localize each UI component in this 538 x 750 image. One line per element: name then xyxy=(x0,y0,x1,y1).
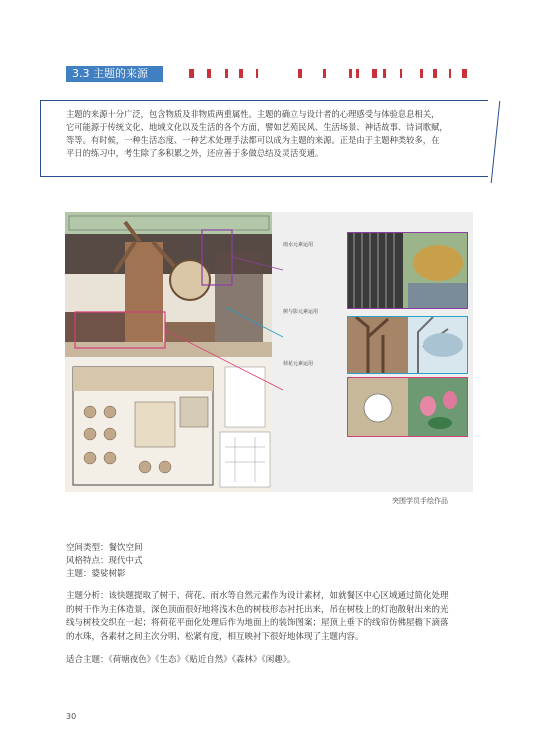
header-red-mark xyxy=(323,69,326,78)
sketch-figure xyxy=(65,212,473,492)
figure-credit: 突围学员手绘作品 xyxy=(392,497,448,505)
header-red-mark xyxy=(372,69,377,78)
header-red-mark xyxy=(420,69,423,78)
suitable-themes-line: 适合主题：《荷塘夜色》《生态》《贴近自然》《森林》《闲趣》。 xyxy=(66,655,296,665)
intro-callout-text xyxy=(66,108,478,160)
callout-line: 等等。有时候，一种生活态度、一种艺术处理手法都可以成为主题的来源。正是由于主题种类较多，在 xyxy=(66,135,440,145)
header-red-mark xyxy=(207,69,211,78)
header-red-mark xyxy=(462,69,467,78)
header-red-mark xyxy=(383,69,386,78)
header-red-mark xyxy=(256,69,258,78)
lotus-element-label: 荷花元素运用 xyxy=(283,361,314,367)
tree-shadow-inset-photo xyxy=(347,316,468,374)
header-red-mark xyxy=(189,69,194,78)
header-red-mark xyxy=(225,69,228,78)
theme-line: 主题：婆娑树影 xyxy=(66,569,126,579)
lotus-inset-photo xyxy=(347,377,468,437)
tree-shadow-element-label: 树与影元素运用 xyxy=(283,309,319,315)
header-red-mark xyxy=(433,69,437,78)
rain-inset-art xyxy=(348,233,467,308)
page-number: 30 xyxy=(66,712,77,721)
callout-line: 平日的练习中，考生除了多积累之外，还应善于多做总结及灵活变通。 xyxy=(66,148,324,158)
style-line: 风格特点：现代中式 xyxy=(66,556,143,566)
header-red-mark xyxy=(356,69,359,78)
analysis-line: 线与树枝交织在一起；将荷花平面化处理后作为地面上的装饰图案；屋顶上垂下的线帘仿佛屋檐下滴落 xyxy=(66,618,449,628)
analysis-paragraph xyxy=(66,590,486,644)
rain-inset-photo xyxy=(347,232,468,309)
header-red-mark xyxy=(349,69,352,78)
header-red-mark xyxy=(400,69,402,78)
header-red-mark xyxy=(449,69,451,78)
analysis-line: 的树干作为主体造景，深色顶面很好地将浅木色的树枝形态衬托出来，吊在树枝上的灯泡散射出来的光 xyxy=(66,604,449,615)
analysis-line: 的水珠，各素材之间主次分明、松紧有度，相互映衬下很好地体现了主题内容。 xyxy=(66,631,364,642)
callout-line: 它可能源于传统文化、地域文化以及生活的各个方面，譬如艺苑民风、生活场景、神话故事、诗词歌赋， xyxy=(66,122,448,132)
analysis-line: 主题分析：该快题提取了树干、荷花、雨水等自然元素作为设计素材，如就餐区中心区域通过简化处理 xyxy=(66,591,449,601)
callout-line: 主题的来源十分广泛，包含物质及非物质两重属性。主题的确立与设计者的心理感受与体验息息相关， xyxy=(66,109,440,119)
lotus-inset-art xyxy=(348,378,467,436)
header-red-mark xyxy=(298,69,302,78)
space-type-line: 空间类型：餐饮空间 xyxy=(66,543,143,553)
rain-element-label: 雨水元素运用 xyxy=(283,242,314,248)
section-title: 3.3 主题的来源 xyxy=(72,67,148,80)
tree-shadow-inset-art xyxy=(348,317,467,373)
header-red-mark xyxy=(239,69,243,78)
